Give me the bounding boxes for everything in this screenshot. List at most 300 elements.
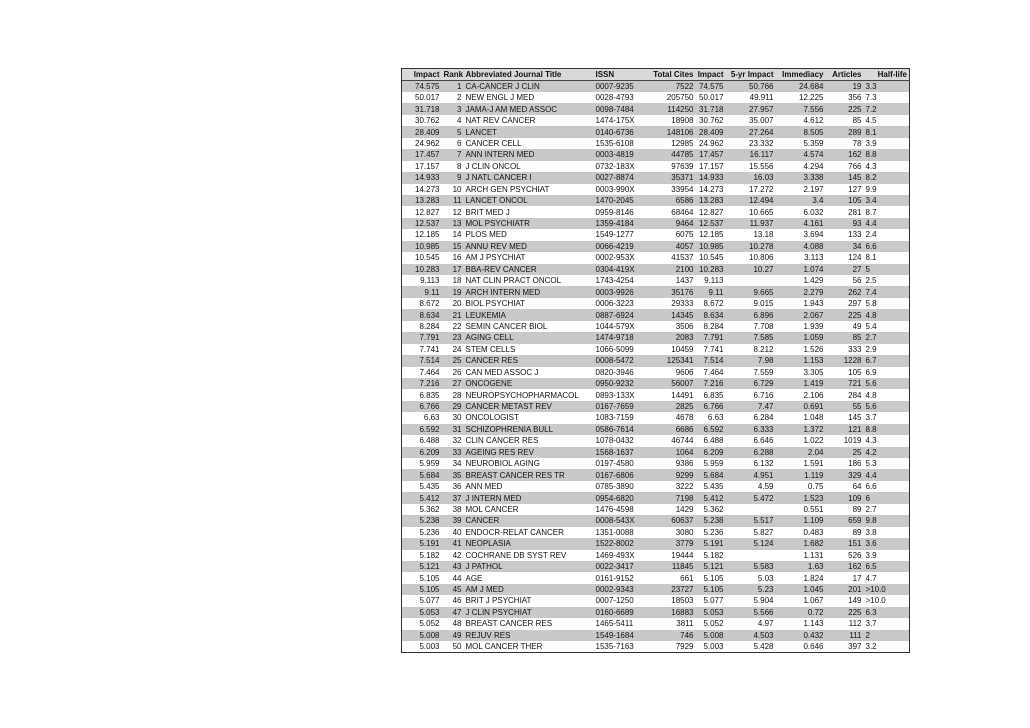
cell-half-life: 2: [864, 630, 910, 641]
cell-rank: 50: [442, 641, 464, 653]
cell-journal-title: CAN MED ASSOC J: [464, 367, 594, 378]
header-5yr-impact: 5-yr Impact: [726, 69, 776, 81]
cell-total-cites: 97639: [646, 161, 696, 172]
cell-journal-title: ANN MED: [464, 481, 594, 492]
cell-5yr-impact: 7.708: [726, 321, 776, 332]
cell-articles: 721: [826, 378, 864, 389]
cell-impact-left: 9.11: [402, 286, 442, 297]
cell-impact: 6.835: [696, 389, 726, 400]
cell-total-cites: 10459: [646, 344, 696, 355]
cell-total-cites: 35176: [646, 286, 696, 297]
cell-impact: 30.762: [696, 115, 726, 126]
cell-impact: 28.409: [696, 126, 726, 137]
cell-impact: 24.962: [696, 138, 726, 149]
cell-articles: 64: [826, 481, 864, 492]
cell-rank: 19: [442, 286, 464, 297]
cell-impact: 5.684: [696, 469, 726, 480]
cell-journal-title: NEUROBIOL AGING: [464, 458, 594, 469]
cell-rank: 17: [442, 264, 464, 275]
cell-impact-left: 6.63: [402, 412, 442, 423]
cell-immediacy: 1.048: [776, 412, 826, 423]
cell-total-cites: 18908: [646, 115, 696, 126]
cell-issn: 0098-7484: [594, 103, 646, 114]
cell-rank: 27: [442, 378, 464, 389]
cell-total-cites: 12985: [646, 138, 696, 149]
cell-articles: 49: [826, 321, 864, 332]
cell-5yr-impact: 4.59: [726, 481, 776, 492]
cell-articles: 93: [826, 218, 864, 229]
cell-half-life: 5.3: [864, 458, 910, 469]
cell-issn: 0586-7614: [594, 424, 646, 435]
cell-total-cites: 41537: [646, 252, 696, 263]
cell-rank: 26: [442, 367, 464, 378]
cell-issn: 0028-4793: [594, 92, 646, 103]
cell-impact: 12.185: [696, 229, 726, 240]
cell-impact-left: 74.575: [402, 81, 442, 93]
cell-issn: 1549-1277: [594, 229, 646, 240]
cell-total-cites: 46744: [646, 435, 696, 446]
cell-journal-title: NEOPLASIA: [464, 538, 594, 549]
cell-5yr-impact: 16.117: [726, 149, 776, 160]
cell-impact-left: 5.105: [402, 584, 442, 595]
cell-articles: 145: [826, 172, 864, 183]
cell-impact: 5.435: [696, 481, 726, 492]
cell-rank: 12: [442, 206, 464, 217]
table-row: [402, 149, 910, 160]
table-row: [402, 309, 910, 320]
cell-issn: 1044-579X: [594, 321, 646, 332]
header-half-life: Half-life: [864, 69, 910, 81]
cell-rank: 40: [442, 527, 464, 538]
cell-half-life: 2.9: [864, 344, 910, 355]
cell-impact: 17.157: [696, 161, 726, 172]
cell-impact: 9.113: [696, 275, 726, 286]
cell-5yr-impact: 11.937: [726, 218, 776, 229]
cell-half-life: 4.5: [864, 115, 910, 126]
cell-immediacy: 1.429: [776, 275, 826, 286]
cell-5yr-impact: 49.911: [726, 92, 776, 103]
cell-impact-left: 6.835: [402, 389, 442, 400]
cell-impact: 14.933: [696, 172, 726, 183]
cell-issn: 0954-6820: [594, 492, 646, 503]
cell-total-cites: 9464: [646, 218, 696, 229]
cell-impact-left: 6.209: [402, 447, 442, 458]
table-row: [402, 321, 910, 332]
cell-journal-title: NEW ENGL J MED: [464, 92, 594, 103]
cell-impact: 5.236: [696, 527, 726, 538]
cell-journal-title: BREAST CANCER RES: [464, 618, 594, 629]
table-row: [402, 298, 910, 309]
cell-articles: 766: [826, 161, 864, 172]
cell-impact-left: 8.284: [402, 321, 442, 332]
header-impact-left: Impact: [402, 69, 442, 81]
cell-5yr-impact: 16.03: [726, 172, 776, 183]
cell-5yr-impact: 7.559: [726, 367, 776, 378]
cell-half-life: 3.7: [864, 412, 910, 423]
table-row: [402, 630, 910, 641]
table-row: [402, 389, 910, 400]
cell-impact-left: 6.488: [402, 435, 442, 446]
cell-rank: 48: [442, 618, 464, 629]
cell-immediacy: 2.04: [776, 447, 826, 458]
cell-articles: 225: [826, 103, 864, 114]
cell-immediacy: 0.551: [776, 504, 826, 515]
cell-articles: 289: [826, 126, 864, 137]
cell-impact: 7.464: [696, 367, 726, 378]
cell-total-cites: 33954: [646, 184, 696, 195]
cell-rank: 9: [442, 172, 464, 183]
cell-half-life: >10.0: [864, 595, 910, 606]
cell-impact: 7.514: [696, 355, 726, 366]
cell-impact: 5.182: [696, 550, 726, 561]
table-row: [402, 229, 910, 240]
cell-impact-left: 5.105: [402, 572, 442, 583]
cell-articles: 89: [826, 527, 864, 538]
cell-5yr-impact: 10.665: [726, 206, 776, 217]
cell-issn: 0066-4219: [594, 241, 646, 252]
cell-rank: 31: [442, 424, 464, 435]
cell-articles: 89: [826, 504, 864, 515]
cell-issn: 0785-3890: [594, 481, 646, 492]
table-row: [402, 103, 910, 114]
cell-impact-left: 5.684: [402, 469, 442, 480]
cell-5yr-impact: 6.716: [726, 389, 776, 400]
cell-articles: 225: [826, 309, 864, 320]
table-row: [402, 492, 910, 503]
header-journal-title: Abbreviated Journal Title: [464, 69, 594, 81]
cell-half-life: 4.4: [864, 469, 910, 480]
cell-impact-left: 7.741: [402, 344, 442, 355]
cell-total-cites: 3506: [646, 321, 696, 332]
cell-journal-title: BIOL PSYCHIAT: [464, 298, 594, 309]
table-row: [402, 550, 910, 561]
cell-immediacy: 1.067: [776, 595, 826, 606]
cell-journal-title: COCHRANE DB SYST REV: [464, 550, 594, 561]
cell-total-cites: 2083: [646, 332, 696, 343]
table-row: [402, 607, 910, 618]
cell-rank: 32: [442, 435, 464, 446]
cell-journal-title: ANN INTERN MED: [464, 149, 594, 160]
cell-issn: 0887-6924: [594, 309, 646, 320]
cell-journal-title: CANCER CELL: [464, 138, 594, 149]
table-row: [402, 172, 910, 183]
cell-rank: 35: [442, 469, 464, 480]
cell-issn: 0008-543X: [594, 515, 646, 526]
cell-journal-title: ANNU REV MED: [464, 241, 594, 252]
cell-impact: 5.105: [696, 572, 726, 583]
cell-total-cites: 9299: [646, 469, 696, 480]
cell-5yr-impact: [726, 550, 776, 561]
cell-issn: 0003-9926: [594, 286, 646, 297]
cell-rank: 20: [442, 298, 464, 309]
table-row: [402, 458, 910, 469]
cell-issn: 0732-183X: [594, 161, 646, 172]
cell-issn: 1066-5099: [594, 344, 646, 355]
cell-impact-left: 5.121: [402, 561, 442, 572]
cell-rank: 29: [442, 401, 464, 412]
table-row: [402, 367, 910, 378]
cell-impact: 5.412: [696, 492, 726, 503]
cell-rank: 44: [442, 572, 464, 583]
cell-impact-left: 50.017: [402, 92, 442, 103]
cell-issn: 0007-1250: [594, 595, 646, 606]
cell-total-cites: 14345: [646, 309, 696, 320]
cell-impact-left: 5.003: [402, 641, 442, 653]
header-total-cites: Total Cites: [646, 69, 696, 81]
cell-5yr-impact: 8.212: [726, 344, 776, 355]
cell-impact-left: 5.412: [402, 492, 442, 503]
table-row: [402, 184, 910, 195]
cell-journal-title: NAT CLIN PRACT ONCOL: [464, 275, 594, 286]
cell-rank: 1: [442, 81, 464, 93]
cell-half-life: 6.9: [864, 367, 910, 378]
cell-half-life: 8.8: [864, 424, 910, 435]
cell-rank: 49: [442, 630, 464, 641]
cell-5yr-impact: 6.288: [726, 447, 776, 458]
cell-journal-title: MOL PSYCHIATR: [464, 218, 594, 229]
table-row: [402, 538, 910, 549]
cell-rank: 30: [442, 412, 464, 423]
cell-half-life: 3.8: [864, 527, 910, 538]
cell-total-cites: 3222: [646, 481, 696, 492]
cell-immediacy: 1.059: [776, 332, 826, 343]
table-row: [402, 275, 910, 286]
cell-immediacy: 3.338: [776, 172, 826, 183]
cell-impact-left: 7.791: [402, 332, 442, 343]
cell-total-cites: 29333: [646, 298, 696, 309]
cell-issn: 0003-4819: [594, 149, 646, 160]
cell-immediacy: 8.505: [776, 126, 826, 137]
cell-rank: 2: [442, 92, 464, 103]
cell-half-life: 6.3: [864, 607, 910, 618]
cell-rank: 22: [442, 321, 464, 332]
cell-articles: 225: [826, 607, 864, 618]
cell-immediacy: 2.279: [776, 286, 826, 297]
cell-total-cites: 1429: [646, 504, 696, 515]
cell-rank: 13: [442, 218, 464, 229]
cell-impact-left: 5.238: [402, 515, 442, 526]
cell-half-life: 5.8: [864, 298, 910, 309]
cell-impact: 5.052: [696, 618, 726, 629]
cell-issn: 1535-7163: [594, 641, 646, 653]
cell-articles: 85: [826, 115, 864, 126]
cell-rank: 14: [442, 229, 464, 240]
table-row: [402, 412, 910, 423]
cell-5yr-impact: 5.517: [726, 515, 776, 526]
cell-impact: 5.362: [696, 504, 726, 515]
cell-5yr-impact: 5.03: [726, 572, 776, 583]
cell-half-life: 7.3: [864, 92, 910, 103]
cell-immediacy: 3.4: [776, 195, 826, 206]
cell-articles: 112: [826, 618, 864, 629]
cell-immediacy: 7.556: [776, 103, 826, 114]
cell-5yr-impact: 5.904: [726, 595, 776, 606]
cell-immediacy: 3.113: [776, 252, 826, 263]
table-row: [402, 161, 910, 172]
cell-rank: 42: [442, 550, 464, 561]
cell-impact: 5.003: [696, 641, 726, 653]
cell-issn: 1465-5411: [594, 618, 646, 629]
cell-total-cites: 56007: [646, 378, 696, 389]
cell-5yr-impact: 9.015: [726, 298, 776, 309]
table-row: [402, 447, 910, 458]
cell-half-life: 4.2: [864, 447, 910, 458]
table-row: [402, 195, 910, 206]
cell-total-cites: 205750: [646, 92, 696, 103]
cell-rank: 36: [442, 481, 464, 492]
cell-impact: 5.959: [696, 458, 726, 469]
cell-5yr-impact: 27.957: [726, 103, 776, 114]
cell-impact-left: 12.185: [402, 229, 442, 240]
cell-impact: 8.284: [696, 321, 726, 332]
cell-half-life: 6.7: [864, 355, 910, 366]
cell-journal-title: J NATL CANCER I: [464, 172, 594, 183]
cell-articles: 397: [826, 641, 864, 653]
cell-issn: 1474-175X: [594, 115, 646, 126]
cell-impact-left: 5.191: [402, 538, 442, 549]
cell-issn: 1470-2045: [594, 195, 646, 206]
cell-impact: 10.283: [696, 264, 726, 275]
cell-articles: 56: [826, 275, 864, 286]
cell-half-life: 3.2: [864, 641, 910, 653]
cell-half-life: 8.2: [864, 172, 910, 183]
cell-immediacy: 2.106: [776, 389, 826, 400]
cell-impact: 17.457: [696, 149, 726, 160]
cell-articles: 34: [826, 241, 864, 252]
table-row: [402, 138, 910, 149]
cell-5yr-impact: 4.951: [726, 469, 776, 480]
cell-issn: 0950-9232: [594, 378, 646, 389]
cell-half-life: 9.9: [864, 184, 910, 195]
cell-impact-left: 13.283: [402, 195, 442, 206]
cell-articles: 85: [826, 332, 864, 343]
cell-half-life: 6: [864, 492, 910, 503]
cell-5yr-impact: [726, 504, 776, 515]
cell-journal-title: REJUV RES: [464, 630, 594, 641]
cell-half-life: 9.8: [864, 515, 910, 526]
table-row: [402, 332, 910, 343]
cell-impact: 7.791: [696, 332, 726, 343]
cell-impact-left: 17.157: [402, 161, 442, 172]
cell-total-cites: 11845: [646, 561, 696, 572]
cell-half-life: 4.4: [864, 218, 910, 229]
cell-half-life: 4.3: [864, 435, 910, 446]
cell-articles: 333: [826, 344, 864, 355]
cell-rank: 8: [442, 161, 464, 172]
cell-5yr-impact: 5.23: [726, 584, 776, 595]
cell-half-life: 2.7: [864, 504, 910, 515]
cell-articles: 329: [826, 469, 864, 480]
cell-impact: 13.283: [696, 195, 726, 206]
cell-immediacy: 1.824: [776, 572, 826, 583]
cell-rank: 21: [442, 309, 464, 320]
cell-journal-title: SCHIZOPHRENIA BULL: [464, 424, 594, 435]
cell-impact-left: 7.216: [402, 378, 442, 389]
cell-5yr-impact: 23.332: [726, 138, 776, 149]
cell-issn: 0008-5472: [594, 355, 646, 366]
table-row: [402, 618, 910, 629]
cell-impact: 6.209: [696, 447, 726, 458]
cell-immediacy: 0.691: [776, 401, 826, 412]
cell-immediacy: 1.074: [776, 264, 826, 275]
cell-5yr-impact: 7.585: [726, 332, 776, 343]
cell-half-life: 4.3: [864, 161, 910, 172]
table-row: [402, 264, 910, 275]
cell-half-life: 3.3: [864, 81, 910, 93]
cell-articles: 78: [826, 138, 864, 149]
cell-total-cites: 1064: [646, 447, 696, 458]
cell-total-cites: 23727: [646, 584, 696, 595]
cell-immediacy: 4.161: [776, 218, 826, 229]
cell-immediacy: 6.032: [776, 206, 826, 217]
cell-issn: 0820-3946: [594, 367, 646, 378]
cell-5yr-impact: 6.132: [726, 458, 776, 469]
cell-impact-left: 5.362: [402, 504, 442, 515]
cell-impact-left: 5.435: [402, 481, 442, 492]
cell-impact-left: 10.985: [402, 241, 442, 252]
cell-journal-title: AM J PSYCHIAT: [464, 252, 594, 263]
cell-half-life: 3.6: [864, 538, 910, 549]
cell-5yr-impact: 4.97: [726, 618, 776, 629]
cell-immediacy: 2.067: [776, 309, 826, 320]
cell-journal-title: BREAST CANCER RES TR: [464, 469, 594, 480]
cell-issn: 0167-6806: [594, 469, 646, 480]
cell-journal-title: AM J MED: [464, 584, 594, 595]
cell-immediacy: 1.109: [776, 515, 826, 526]
cell-half-life: 3.7: [864, 618, 910, 629]
table-row: [402, 92, 910, 103]
cell-immediacy: 1.591: [776, 458, 826, 469]
cell-rank: 5: [442, 126, 464, 137]
cell-5yr-impact: 6.284: [726, 412, 776, 423]
cell-rank: 6: [442, 138, 464, 149]
cell-articles: 659: [826, 515, 864, 526]
cell-impact-left: 30.762: [402, 115, 442, 126]
cell-5yr-impact: 6.333: [726, 424, 776, 435]
cell-impact-left: 5.236: [402, 527, 442, 538]
cell-articles: 526: [826, 550, 864, 561]
cell-immediacy: 5.359: [776, 138, 826, 149]
cell-half-life: 8.1: [864, 126, 910, 137]
cell-impact-left: 14.273: [402, 184, 442, 195]
cell-total-cites: 19444: [646, 550, 696, 561]
cell-5yr-impact: [726, 275, 776, 286]
table-row: [402, 572, 910, 583]
cell-impact-left: 5.182: [402, 550, 442, 561]
cell-articles: 162: [826, 561, 864, 572]
table-row: [402, 584, 910, 595]
cell-impact-left: 7.464: [402, 367, 442, 378]
cell-5yr-impact: 9.665: [726, 286, 776, 297]
cell-rank: 37: [442, 492, 464, 503]
cell-5yr-impact: 5.472: [726, 492, 776, 503]
cell-rank: 25: [442, 355, 464, 366]
cell-rank: 33: [442, 447, 464, 458]
cell-impact-left: 31.718: [402, 103, 442, 114]
cell-impact: 8.634: [696, 309, 726, 320]
table-row: [402, 424, 910, 435]
cell-5yr-impact: 5.566: [726, 607, 776, 618]
cell-impact-left: 5.077: [402, 595, 442, 606]
cell-issn: 0002-953X: [594, 252, 646, 263]
cell-rank: 38: [442, 504, 464, 515]
table-row: [402, 378, 910, 389]
cell-total-cites: 2100: [646, 264, 696, 275]
cell-journal-title: ONCOLOGIST: [464, 412, 594, 423]
cell-rank: 10: [442, 184, 464, 195]
cell-journal-title: J CLIN ONCOL: [464, 161, 594, 172]
cell-half-life: 8.7: [864, 206, 910, 217]
